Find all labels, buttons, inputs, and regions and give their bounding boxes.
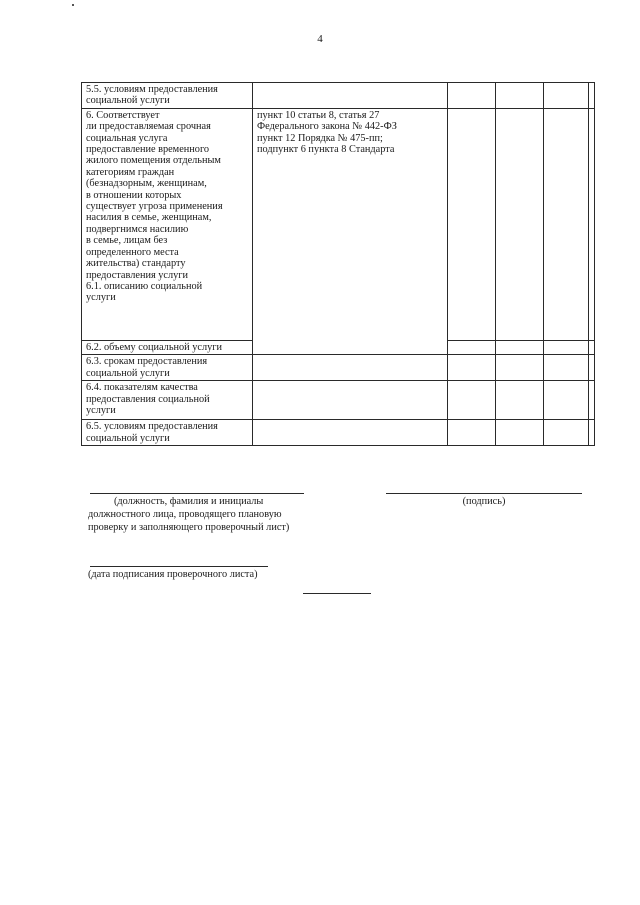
answer-na-cell[interactable] [544,340,589,354]
page-number: 4 [317,33,323,45]
requirement-cell: 6.2. объему социальной услуги [82,340,253,354]
answer-yes-cell[interactable] [448,381,496,420]
note-cell[interactable] [589,108,595,340]
answer-no-cell[interactable] [496,108,544,340]
answer-na-cell[interactable] [544,420,589,446]
note-cell[interactable] [589,340,595,354]
official-caption: (должность, фамилия и инициалы должностного лица, проводящего плановую проверку и заполняющего проверочный лист) [88,496,290,533]
note-cell[interactable] [589,83,595,109]
closing-rule [303,593,371,594]
checklist-table [81,82,595,446]
answer-yes-cell[interactable] [448,83,496,109]
table-row [82,83,595,109]
requirement-cell: 6. Соответствует ли предоставляемая срочная социальная услуга предоставление временного жилого помещения отдельным категориям граждан (безнадзорным, женщинам, в отношении которых существует угроза применения насилия в семье, женщинам, подвергнимся насилию в семье, лицам без определенного места жительства) стандарту предоставления услуги 6.1. описанию социальной услуги [82,108,253,340]
table-row [82,355,595,381]
official-signature-line[interactable] [90,493,304,494]
legal-basis-cell: пункт 10 статьи 8, статья 27 Федерального закона № 442-ФЗ пункт 12 Порядка № 475-пп; подпункт 6 пункта 8 Стандарта [253,108,448,354]
answer-yes-cell[interactable] [448,108,496,340]
answer-no-cell[interactable] [496,83,544,109]
date-caption: (дата подписания проверочного листа) [88,569,258,580]
answer-no-cell[interactable] [496,381,544,420]
legal-basis-cell [253,420,448,446]
answer-yes-cell[interactable] [448,340,496,354]
table-row [82,108,595,340]
note-cell[interactable] [589,420,595,446]
date-line[interactable] [90,566,268,567]
table-row [82,420,595,446]
legal-basis-cell [253,355,448,381]
answer-no-cell[interactable] [496,340,544,354]
table-row [82,381,595,420]
legal-basis-cell [253,83,448,109]
requirement-cell: 6.4. показателям качества предоставления социальной услуги [82,381,253,420]
requirement-cell: 5.5. условиям предоставления социальной услуги [82,83,253,109]
note-cell[interactable] [589,355,595,381]
answer-yes-cell[interactable] [448,420,496,446]
answer-no-cell[interactable] [496,355,544,381]
requirement-cell: 6.5. условиям предоставления социальной услуги [82,420,253,446]
note-cell[interactable] [589,381,595,420]
scan-speck [72,4,74,6]
answer-no-cell[interactable] [496,420,544,446]
signature-line[interactable] [386,493,582,494]
answer-na-cell[interactable] [544,108,589,340]
requirement-cell: 6.3. срокам предоставления социальной услуги [82,355,253,381]
legal-basis-cell [253,381,448,420]
answer-na-cell[interactable] [544,355,589,381]
answer-yes-cell[interactable] [448,355,496,381]
answer-na-cell[interactable] [544,83,589,109]
answer-na-cell[interactable] [544,381,589,420]
signature-caption: (подпись) [462,496,506,507]
